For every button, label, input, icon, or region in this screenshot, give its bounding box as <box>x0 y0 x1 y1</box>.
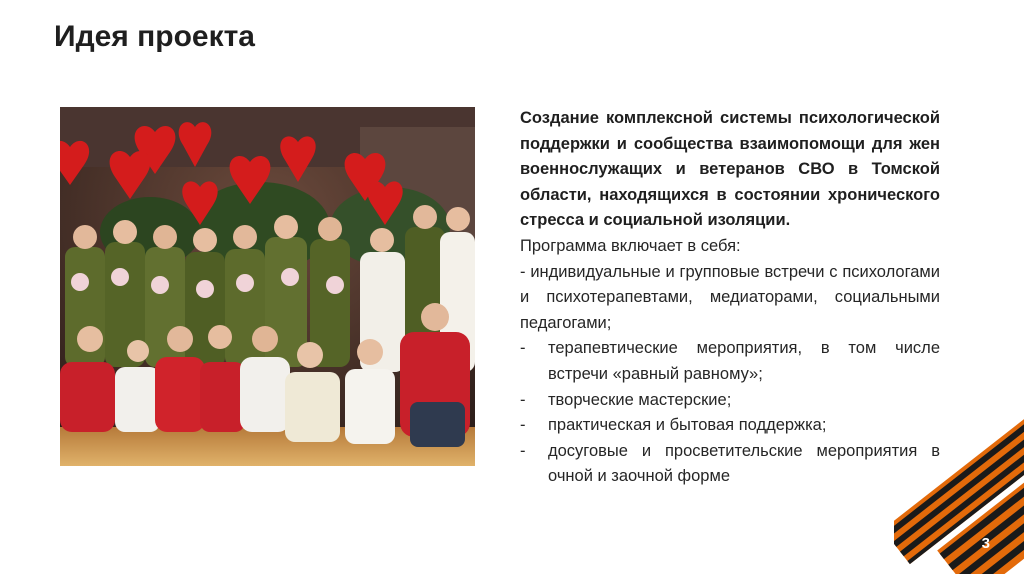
list-item <box>520 439 940 490</box>
project-lead-text: Создание комплексной системы психологической поддержки и сообщества взаимопомощи для жен военнослужащих и ветеранов СВО в Томской области, находящихся в состоянии хронического стресса и социальной изоляции. <box>520 109 940 230</box>
list-dash: - <box>520 416 526 435</box>
group-photo-illustration <box>60 107 475 466</box>
list-item-text: досуговые и просветительские мероприятия в очной и заочной форме <box>548 441 940 486</box>
list-item-text: индивидуальные и групповые встречи с психологами и психотерапевтами, медиаторами, социальными педагогами; <box>520 262 940 332</box>
list-item <box>520 260 940 337</box>
program-intro: Программа включает в себя: <box>520 236 741 255</box>
project-description <box>520 106 940 490</box>
list-item-text: практическая и бытовая поддержка; <box>548 416 827 435</box>
list-item <box>520 388 940 414</box>
st-george-ribbon-decoration <box>894 404 1024 574</box>
list-item <box>520 413 940 439</box>
list-item-text: творческие мастерские; <box>548 390 732 409</box>
page-number: 3 <box>981 535 990 552</box>
list-dash: - <box>520 441 526 460</box>
group-photo <box>60 107 475 466</box>
list-dash: - <box>520 262 526 281</box>
list-item <box>520 336 940 387</box>
list-item-text: терапевтические мероприятия, в том числе встречи «равный равному»; <box>548 339 940 383</box>
list-dash: - <box>520 390 526 409</box>
list-dash: - <box>520 339 526 358</box>
slide-title: Идея проекта <box>54 20 255 53</box>
